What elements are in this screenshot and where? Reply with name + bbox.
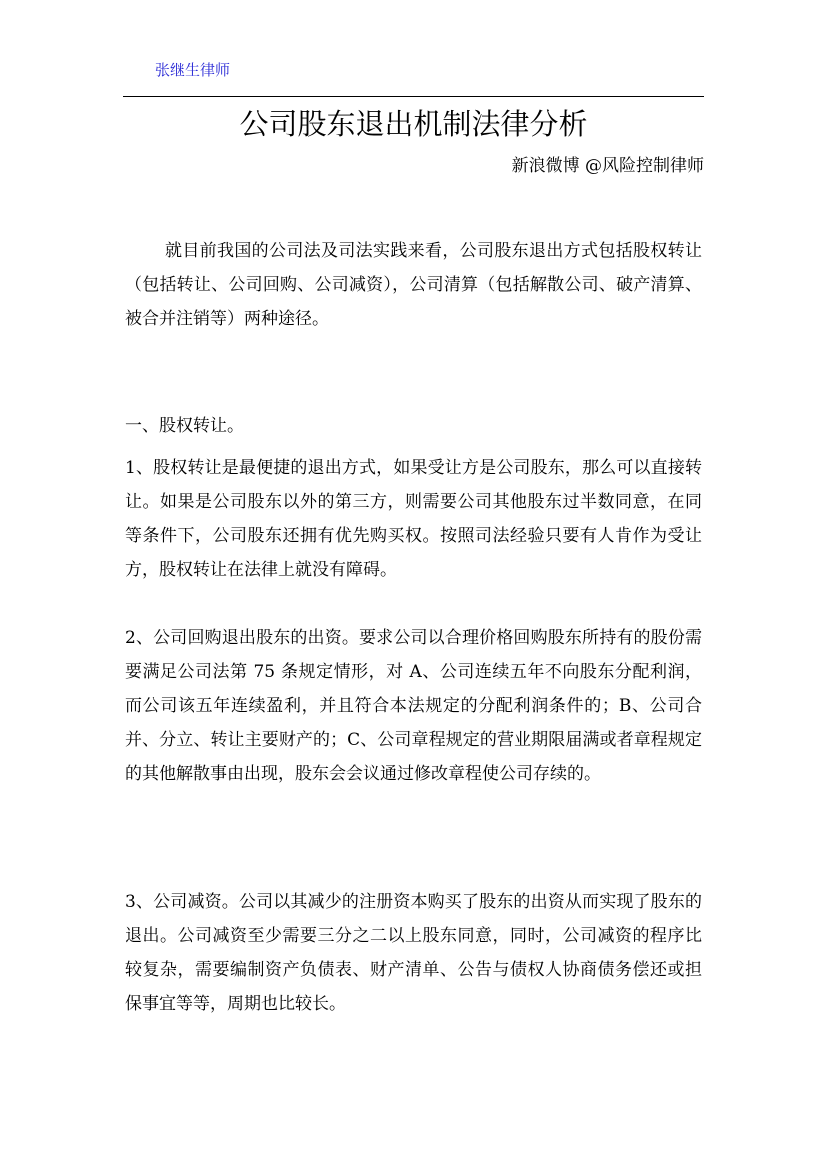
list-item: 2、公司回购退出股东的出资。要求公司以合理价格回购股东所持有的股份需要满足公司法第 75 条规定情形，对 A、公司连续五年不向股东分配利润，而公司该五年连续盈利，并且符合本法规定的分配利润条件的；B、公司合并、分立、转让主要财产的；C、公司章程规定的营业期限届满或者章程规定的其他解散事由出现，股东会会议通过修改章程使公司存续的。 <box>125 628 702 784</box>
header-divider <box>123 96 704 97</box>
list-item: 1、股权转让是最便捷的退出方式，如果受让方是公司股东，那么可以直接转让。如果是公司股东以外的第三方，则需要公司其他股东过半数同意，在同等条件下，公司股东还拥有优先购买权。按照司法经验只要有人肯作为受让方，股权转让在法律上就没有障碍。 <box>125 458 702 580</box>
header-author-name: 张继生律师 <box>155 61 231 79</box>
document-byline: 新浪微博 @风险控制律师 <box>511 156 704 176</box>
intro-paragraph: 就目前我国的公司法及司法实践来看，公司股东退出方式包括股权转让（包括转让、公司回购、公司减资），公司清算（包括解散公司、破产清算、被合并注销等）两种途径。 <box>125 241 702 329</box>
list-item: 3、公司减资。公司以其减少的注册资本购买了股东的出资从而实现了股东的退出。公司减资至少需要三分之二以上股东同意，同时，公司减资的程序比较复杂，需要编制资产负债表、财产清单、公告与债权人协商债务偿还或担保事宜等等，周期也比较长。 <box>125 892 702 1014</box>
section-heading: 一、股权转让。 <box>125 416 244 436</box>
document-title: 公司股东退出机制法律分析 <box>239 107 588 141</box>
